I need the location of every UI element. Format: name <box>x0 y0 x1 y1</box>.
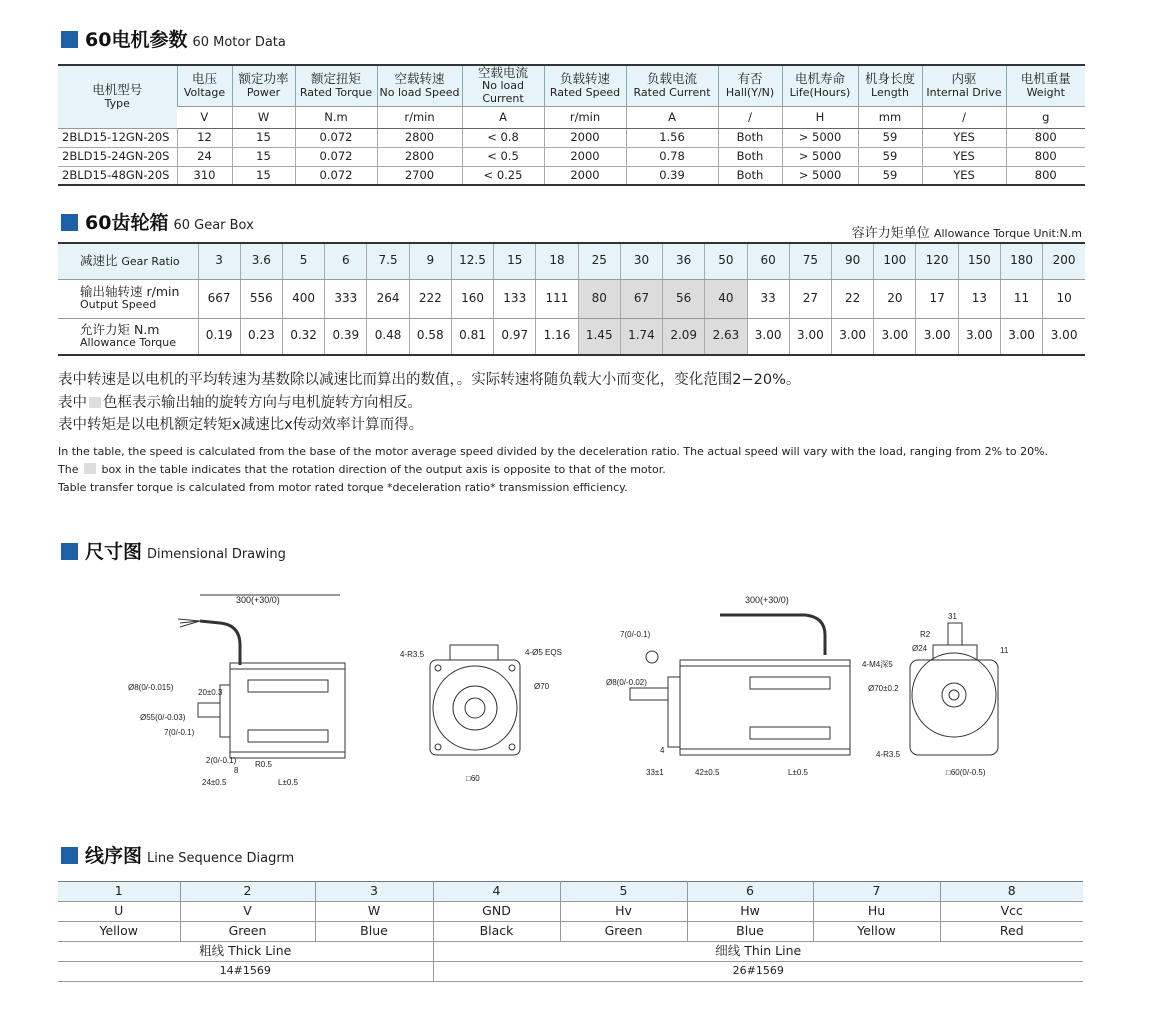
gray-box-swatch <box>89 397 101 408</box>
gray-box-swatch <box>84 463 96 474</box>
wire-number-cell: 5 <box>560 882 687 902</box>
wire-signal-cell: Hv <box>560 902 687 922</box>
motor-data-cell: Both <box>718 166 782 185</box>
gear-cell-ratios: 3 <box>198 243 240 279</box>
dim-square-2: □60(0/-0.5) <box>946 768 986 777</box>
allowance-torque-row <box>58 318 1085 355</box>
gear-cell-ratios: 5 <box>282 243 324 279</box>
gear-cell-torques: 0.32 <box>282 318 324 355</box>
wire-number-row <box>58 882 1083 902</box>
gear-cell-speeds: 333 <box>325 279 367 318</box>
dim-d24: Ø24 <box>912 644 928 653</box>
gear-cell-torques: 3.00 <box>747 318 789 355</box>
wire-color-cell: Green <box>560 922 687 942</box>
notes-english: In the table, the speed is calculated from the base of the motor average speed divided by the deceleration ratio. The actual speed will vary with the load, ranging from 2% to 20%. The box in the table indicates that the rotation direction of the output axis is opposite to that of the motor. Table transfer torque is calculated from motor rated torque *deceleration ratio* transmission efficiency. <box>58 445 1049 494</box>
motor-unit-cell: / <box>718 106 782 128</box>
gear-cell-torques: 3.00 <box>874 318 916 355</box>
motor-data-table <box>58 64 1085 186</box>
motor-col-header: 电压 Voltage <box>177 65 232 106</box>
dimensional-drawing <box>120 585 1020 795</box>
wire-signal-cell: Vcc <box>940 902 1083 922</box>
motor-col-header: 电机重量 Weight <box>1006 65 1085 106</box>
motor-data-cell: > 5000 <box>782 147 858 166</box>
wire-number-cell: 6 <box>687 882 813 902</box>
gear-cell-torques: 0.39 <box>325 318 367 355</box>
motor-data-cell: 2000 <box>544 166 626 185</box>
dim-shaft-length: 20±0.3 <box>198 688 223 697</box>
dim-holes: 4-Ø5 EQS <box>525 648 562 657</box>
wire-color-cell: Blue <box>687 922 813 942</box>
motor-units-row <box>58 106 1085 128</box>
gear-cell-ratios: 9 <box>409 243 451 279</box>
motor-side-view-2 <box>630 615 850 755</box>
motor-data-cell: 15 <box>232 128 295 147</box>
motor-data-cell: 2800 <box>377 147 462 166</box>
wire-signal-cell: Hu <box>813 902 940 922</box>
motor-unit-cell: mm <box>858 106 922 128</box>
gear-cell-ratios: 120 <box>916 243 958 279</box>
dim-b8: 8 <box>234 766 239 775</box>
wire-color-cell: Yellow <box>813 922 940 942</box>
gear-cell-ratios: 25 <box>578 243 620 279</box>
gear-cell-speeds: 27 <box>789 279 831 318</box>
motor-data-cell: Both <box>718 147 782 166</box>
output-speed-row <box>58 279 1085 318</box>
gear-cell-torques: 0.48 <box>367 318 409 355</box>
gear-cell-speeds: 222 <box>409 279 451 318</box>
gear-cell-speeds: 111 <box>536 279 578 318</box>
gear-cell-ratios: 30 <box>620 243 662 279</box>
motor-data-cell: 15 <box>232 147 295 166</box>
wire-number-cell: 3 <box>315 882 433 902</box>
wire-color-cell: Black <box>433 922 560 942</box>
dim-key-2: 7(0/-0.1) <box>620 630 651 639</box>
gear-cell-torques: 0.81 <box>451 318 493 355</box>
gear-cell-speeds: 556 <box>240 279 282 318</box>
motor-data-cell: < 0.5 <box>462 147 544 166</box>
wire-signal-cell: U <box>58 902 180 922</box>
motor-data-cell: 2BLD15-12GN-20S <box>58 128 177 147</box>
section-marker <box>61 543 78 560</box>
dim-bottom-2: L±0.5 <box>278 778 298 787</box>
motor-col-header: 内驱 Internal Drive <box>922 65 1006 106</box>
motor-data-cell: 310 <box>177 166 232 185</box>
dim-pcd: Ø70 <box>534 682 550 691</box>
motor-header-row <box>58 65 1085 106</box>
gear-cell-speeds: 133 <box>494 279 536 318</box>
dim-b33: 33±1 <box>646 768 664 777</box>
gear-cell-ratios: 75 <box>789 243 831 279</box>
motor-data-cell: 1.56 <box>626 128 718 147</box>
motor-col-header: 空载电流 No load Current <box>462 65 544 106</box>
wire-number-cell: 1 <box>58 882 180 902</box>
gear-cell-torques: 1.16 <box>536 318 578 355</box>
gear-cell-torques: 3.00 <box>958 318 1000 355</box>
motor-data-cell: YES <box>922 128 1006 147</box>
torque-unit-note: 容许力矩单位 Allowance Torque Unit:N.m <box>851 226 1082 241</box>
motor-col-header: 负载电流 Rated Current <box>626 65 718 106</box>
dim-pilot: Ø55(0/-0.03) <box>140 713 186 722</box>
motor-unit-cell: W <box>232 106 295 128</box>
gear-cell-torques: 0.58 <box>409 318 451 355</box>
motor-col-header: 额定功率 Power <box>232 65 295 106</box>
gear-cell-speeds: 22 <box>832 279 874 318</box>
wire-signal-cell: Hw <box>687 902 813 922</box>
gear-cell-ratios: 18 <box>536 243 578 279</box>
gear-section-title: 60齿轮箱 60 Gear Box <box>61 208 254 235</box>
motor-unit-cell: H <box>782 106 858 128</box>
section-marker <box>61 31 78 48</box>
motor-data-cell: 2800 <box>377 128 462 147</box>
gear-ratio-row <box>58 243 1085 279</box>
gear-cell-torques: 3.00 <box>1000 318 1042 355</box>
motor-side-view-1 <box>178 595 345 758</box>
wire-number-cell: 4 <box>433 882 560 902</box>
motor-col-header: 额定扭矩 Rated Torque <box>295 65 377 106</box>
line-sequence-table <box>58 881 1083 982</box>
motor-col-header: 机身长度 Length <box>858 65 922 106</box>
gear-cell-speeds: 33 <box>747 279 789 318</box>
motor-data-cell: > 5000 <box>782 166 858 185</box>
motor-data-cell: 15 <box>232 166 295 185</box>
motor-data-cell: 59 <box>858 147 922 166</box>
wire-number-cell: 8 <box>940 882 1083 902</box>
dim-flange: 2(0/-0.1) <box>206 756 237 765</box>
wire-signal-row <box>58 902 1083 922</box>
motor-data-cell: 0.39 <box>626 166 718 185</box>
gear-cell-ratios: 3.6 <box>240 243 282 279</box>
gear-cell-ratios: 180 <box>1000 243 1042 279</box>
motor-col-header: 负载转速 Rated Speed <box>544 65 626 106</box>
dim-m4: 4-M4深5 <box>862 660 893 669</box>
motor-data-cell: < 0.8 <box>462 128 544 147</box>
wire-spec-row: 14#1569 26#1569 <box>58 962 1083 982</box>
motor-data-cell: 0.072 <box>295 128 377 147</box>
dim-r2: R2 <box>920 630 931 639</box>
gear-cell-speeds: 20 <box>874 279 916 318</box>
gear-cell-speeds: 667 <box>198 279 240 318</box>
dim-shaft-dia: Ø8(0/-0.015) <box>128 683 174 692</box>
motor-data-row <box>58 128 1085 147</box>
motor-data-cell: 2700 <box>377 166 462 185</box>
gear-cell-torques: 0.97 <box>494 318 536 355</box>
gear-cell-torques: 0.19 <box>198 318 240 355</box>
motor-col-header: 电机寿命 Life(Hours) <box>782 65 858 106</box>
dim-pcd2: Ø70±0.2 <box>868 684 899 693</box>
gear-cell-torques: 3.00 <box>789 318 831 355</box>
motor-data-cell: > 5000 <box>782 128 858 147</box>
gear-cell-speeds: 264 <box>367 279 409 318</box>
gear-cell-ratios: 50 <box>705 243 747 279</box>
motor-front-view-1 <box>430 645 520 755</box>
gear-cell-speeds: 160 <box>451 279 493 318</box>
wire-color-cell: Green <box>180 922 315 942</box>
dim-bl: L±0.5 <box>788 768 808 777</box>
gear-cell-torques: 2.09 <box>663 318 705 355</box>
motor-data-cell: 59 <box>858 166 922 185</box>
motor-data-cell: 2000 <box>544 147 626 166</box>
motor-unit-cell: A <box>626 106 718 128</box>
gear-cell-ratios: 200 <box>1043 243 1085 279</box>
wire-signal-cell: GND <box>433 902 560 922</box>
motor-data-cell: 800 <box>1006 166 1085 185</box>
wire-type-row: 粗线 Thick Line 细线 Thin Line <box>58 942 1083 962</box>
dim-four: 4 <box>660 746 665 755</box>
motor-data-cell: 12 <box>177 128 232 147</box>
motor-data-cell: 24 <box>177 147 232 166</box>
wire-number-cell: 2 <box>180 882 315 902</box>
motor-data-cell: 800 <box>1006 128 1085 147</box>
dim-shaft2: Ø8(0/-0.02) <box>606 678 647 687</box>
motor-data-cell: 0.072 <box>295 166 377 185</box>
motor-front-view-2 <box>910 623 998 755</box>
gear-cell-torques: 0.23 <box>240 318 282 355</box>
section-marker <box>61 847 78 864</box>
wire-signal-cell: W <box>315 902 433 922</box>
dim-b42: 42±0.5 <box>695 768 720 777</box>
gear-cell-torques: 3.00 <box>832 318 874 355</box>
dim-w31: 31 <box>948 612 957 621</box>
motor-unit-cell: N.m <box>295 106 377 128</box>
gear-cell-ratios: 12.5 <box>451 243 493 279</box>
motor-data-cell: Both <box>718 128 782 147</box>
dim-key: 7(0/-0.1) <box>164 728 195 737</box>
motor-data-row <box>58 147 1085 166</box>
gear-box-table <box>58 242 1085 356</box>
motor-data-row <box>58 166 1085 185</box>
motor-data-cell: 59 <box>858 128 922 147</box>
motor-col-header: 电机型号 Type <box>58 65 177 128</box>
output-speed-label: 输出轴转速 r/min Output Speed <box>58 279 198 318</box>
wire-color-row <box>58 922 1083 942</box>
gear-cell-ratios: 15 <box>494 243 536 279</box>
dim-cable-length: 300(+30/0) <box>236 595 280 605</box>
motor-data-cell: YES <box>922 166 1006 185</box>
gear-cell-speeds: 400 <box>282 279 324 318</box>
gear-cell-torques: 1.74 <box>620 318 662 355</box>
motor-unit-cell: A <box>462 106 544 128</box>
gear-ratio-label: 减速比 Gear Ratio <box>58 243 198 279</box>
motor-unit-cell: g <box>1006 106 1085 128</box>
gear-cell-torques: 2.63 <box>705 318 747 355</box>
wire-number-cell: 7 <box>813 882 940 902</box>
gear-cell-speeds: 40 <box>705 279 747 318</box>
motor-unit-cell: / <box>922 106 1006 128</box>
gear-cell-speeds: 10 <box>1043 279 1085 318</box>
gear-cell-torques: 1.45 <box>578 318 620 355</box>
dim-bottom-1: 24±0.5 <box>202 778 227 787</box>
gear-cell-ratios: 7.5 <box>367 243 409 279</box>
gear-cell-ratios: 36 <box>663 243 705 279</box>
gear-cell-ratios: 100 <box>874 243 916 279</box>
motor-section-title: 60电机参数 60 Motor Data <box>61 25 286 52</box>
motor-data-cell: 2000 <box>544 128 626 147</box>
allowance-torque-label: 允许力矩 N.m Allowance Torque <box>58 318 198 355</box>
gear-cell-speeds: 11 <box>1000 279 1042 318</box>
wire-signal-cell: V <box>180 902 315 922</box>
gear-cell-speeds: 13 <box>958 279 1000 318</box>
gear-cell-ratios: 60 <box>747 243 789 279</box>
dimension-section-title: 尺寸图 Dimensional Drawing <box>61 537 286 564</box>
dim-r35b: 4-R3.5 <box>876 750 901 759</box>
motor-data-cell: 2BLD15-48GN-20S <box>58 166 177 185</box>
dim-r35: 4-R3.5 <box>400 650 425 659</box>
gear-cell-ratios: 6 <box>325 243 367 279</box>
gear-cell-torques: 3.00 <box>1043 318 1085 355</box>
motor-unit-cell: r/min <box>544 106 626 128</box>
section-marker <box>61 214 78 231</box>
line-sequence-title: 线序图 Line Sequence Diagrm <box>61 841 294 868</box>
motor-unit-cell: V <box>177 106 232 128</box>
gear-cell-speeds: 80 <box>578 279 620 318</box>
gear-cell-speeds: 56 <box>663 279 705 318</box>
motor-col-header: 空载转速 No load Speed <box>377 65 462 106</box>
wire-color-cell: Yellow <box>58 922 180 942</box>
notes-chinese: 表中转速是以电机的平均转速为基数除以减速比而算出的数值，。实际转速将随负载大小而变化，变化范围2−20%。 表中 色框表示输出轴的旋转方向与电机旋转方向相反。 表中转矩是以电机额定转矩x减速比x传动效率计算而得。 <box>58 372 801 433</box>
motor-data-cell: 800 <box>1006 147 1085 166</box>
motor-data-cell: 0.072 <box>295 147 377 166</box>
motor-unit-cell: r/min <box>377 106 462 128</box>
wire-color-cell: Red <box>940 922 1083 942</box>
dim-r05: R0.5 <box>255 760 272 769</box>
dim-square-1: □60 <box>466 774 480 783</box>
gear-cell-torques: 3.00 <box>916 318 958 355</box>
gear-cell-speeds: 17 <box>916 279 958 318</box>
gear-cell-ratios: 150 <box>958 243 1000 279</box>
motor-data-cell: 2BLD15-24GN-20S <box>58 147 177 166</box>
wire-color-cell: Blue <box>315 922 433 942</box>
dim-cable-length-2: 300(+30/0) <box>745 595 789 605</box>
gear-cell-speeds: 67 <box>620 279 662 318</box>
motor-data-cell: YES <box>922 147 1006 166</box>
motor-data-cell: < 0.25 <box>462 166 544 185</box>
gear-cell-ratios: 90 <box>832 243 874 279</box>
motor-data-cell: 0.78 <box>626 147 718 166</box>
motor-col-header: 有否 Hall(Y/N) <box>718 65 782 106</box>
dim-h11: 11 <box>1000 646 1009 655</box>
